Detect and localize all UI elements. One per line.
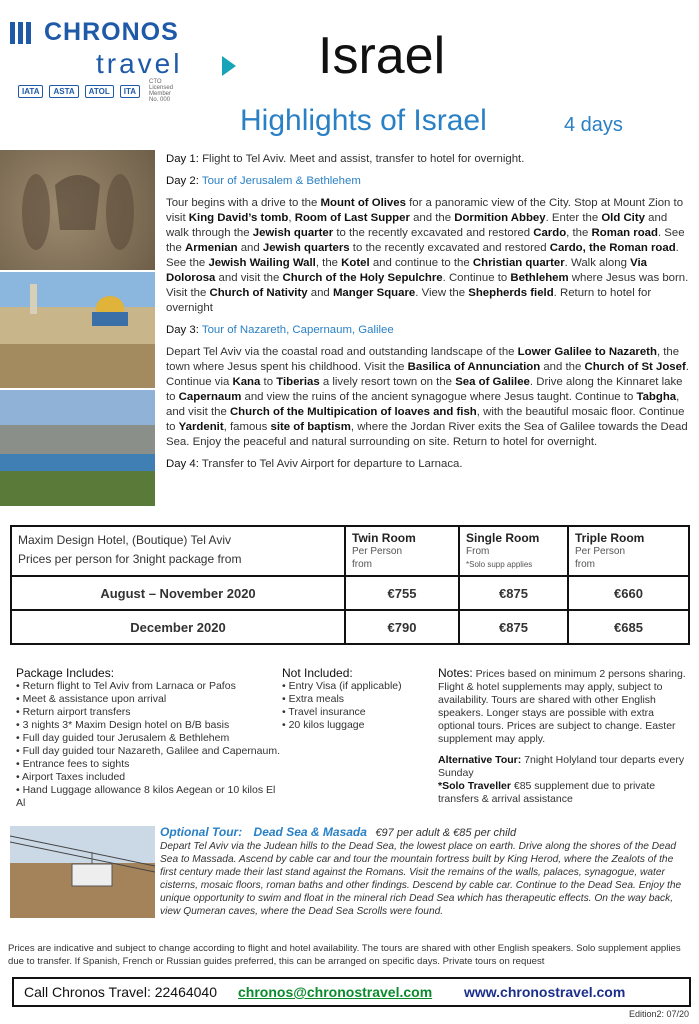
alt-text: 7night Holyland tour departs every Sunday <box>438 754 685 779</box>
optional-tour-name: Dead Sea & Masada <box>253 825 367 839</box>
price-row <box>11 610 689 644</box>
highlight-term: Church of St Josef <box>584 361 686 373</box>
notes-text: Prices based on minimum 2 persons sharing. Flight & hotel supplements may apply, subject to availability. Tours are shared with other English speakers. Longer stays are possible with extra optional tours. Prices are subject to change. Easter supplement may apply. <box>438 668 686 745</box>
notes <box>438 667 692 746</box>
optional-tour-label: Optional Tour: <box>160 825 243 839</box>
page-title: Israel <box>318 27 446 85</box>
price-twin: €755 <box>345 576 459 610</box>
text-run: and continue to the <box>369 257 473 269</box>
text-run: , and visit the <box>166 391 680 418</box>
price-triple: €660 <box>568 576 689 610</box>
list-item: • Extra meals <box>282 693 432 706</box>
highlight-term: Kana <box>232 376 261 388</box>
hotel-cell <box>11 526 345 576</box>
alt-label: Alternative Tour: <box>438 754 522 766</box>
text-run: , the <box>315 257 342 269</box>
highlight-term: Christian quarter <box>472 257 565 269</box>
highlight-term: Roman road <box>591 227 658 239</box>
text-run: . Continue via <box>166 361 689 388</box>
text-run: . Continue to <box>442 272 511 284</box>
highlight-term: Armenian <box>185 242 238 254</box>
solo-text: €85 supplement due to private transfers & arrival assistance <box>438 780 656 805</box>
asta-badge: ASTA <box>49 85 78 98</box>
day-2-heading <box>166 174 689 189</box>
day-2-body <box>166 196 689 316</box>
highlight-term: Yardenit <box>178 421 224 433</box>
notes-section <box>438 667 692 814</box>
ita-badge: ITA <box>120 85 140 98</box>
highlight-term: Cardo <box>533 227 567 239</box>
highlight-term: Shepherds field <box>468 287 554 299</box>
optional-tour-text: Depart Tel Aviv via the Judean hills to the Dead Sea, the lowest place on earth. Drive along the shores of the Dead Sea to Massada. Ascend by cable car and tour the mountain fortress built by King Herod, where the Zealots of the first century made their last stand against the Romans. Visit the remains of the walls, palaces, synagogue, water cisterns, mosaic floors, roman baths and other findings. Descend by cable car. Continue to the Dead Sea. Enjoy the unique opportunity to swim and float in the mineral rich Dead Sea which has therapeutic effects. On the way back, view Qumeran caves, where the Dead Sea Scrolls were found. <box>160 841 682 917</box>
jerusalem-image <box>0 272 155 388</box>
highlight-term: Cardo, the Roman road <box>549 242 676 254</box>
text-run: a lively resort town on the <box>319 376 456 388</box>
price-table <box>10 525 690 645</box>
text-run: Tour begins with a drive to the <box>166 197 321 209</box>
list-item: • 20 kilos luggage <box>282 719 432 732</box>
list-item: • Full day guided tour Nazareth, Galilee and Capernaum. <box>16 745 286 758</box>
day-3-heading <box>166 323 689 338</box>
includes-heading: Package Includes: <box>16 666 115 680</box>
text-run: for a panoramic view of the City. Stop at Mount Zion to visit <box>166 197 684 224</box>
itinerary <box>166 152 689 479</box>
highlight-term: Bethlehem <box>510 272 569 284</box>
text-run: to the recently excavated and restored <box>333 227 534 239</box>
text-run: , the town where Jesus spent his childhood. Visit the <box>166 346 680 373</box>
highlight-term: Capernaum <box>178 391 242 403</box>
room-sub2: from <box>352 559 372 570</box>
disclaimer: Prices are indicative and subject to change according to flight and hotel availability. The tours are shared with other English speakers. Solo supplement applies due to transfer. If Spanish, French or Russian guides preferred, this can be arranged on specific days. Private tours on request <box>8 943 681 967</box>
iata-badge: IATA <box>18 85 43 98</box>
logo-tagline: travel <box>96 48 183 79</box>
mosaic-fish-icon <box>0 150 155 270</box>
text-run: . See the <box>166 242 679 269</box>
period: August – November 2020 <box>11 576 345 610</box>
text-run: and <box>307 287 333 299</box>
not-included-list <box>282 680 432 732</box>
website-link[interactable]: www.chronostravel.com <box>464 984 626 1000</box>
day-3-body <box>166 345 689 450</box>
highlight-term: Dormition Abbey <box>454 212 546 224</box>
price-row <box>11 576 689 610</box>
day-text: Flight to Tel Aviv. Meet and assist, transfer to hotel for overnight. <box>202 153 525 165</box>
day-title: Tour of Nazareth, Capernaum, Galilee <box>201 324 394 336</box>
contact-phone: Call Chronos Travel: 22464040 <box>24 984 218 1000</box>
day-label: Day 3: <box>166 324 199 336</box>
highlight-term: King David’s tomb <box>188 212 289 224</box>
room-sub1: Per Person <box>575 546 626 557</box>
text-run: , where the Jordan River exits the Sea of Galilee towards the Dead Sea. Enjoy the peaceful and natural surrounding on site. Return to hotel for overnight. <box>166 421 688 448</box>
text-run: and the <box>409 212 455 224</box>
cable-car-image <box>10 826 155 918</box>
cable-car-icon <box>10 826 155 918</box>
room-name: Single Room <box>466 531 540 545</box>
includes-list <box>16 680 286 810</box>
text-run: , <box>288 212 295 224</box>
list-item: • Entry Visa (if applicable) <box>282 680 432 693</box>
list-item: • Airport Taxes included <box>16 771 286 784</box>
day-title: Tour of Jerusalem & Bethlehem <box>201 175 361 187</box>
text-run: , famous <box>223 421 271 433</box>
highlight-term: Mount of Olives <box>320 197 406 209</box>
highlight-term: Jewish Wailing Wall <box>208 257 316 269</box>
alternative-tour <box>438 754 692 806</box>
highlight-term: site of baptism <box>270 421 351 433</box>
price-triple: €685 <box>568 610 689 644</box>
highlight-term: Lower Galilee to Nazareth <box>517 346 657 358</box>
room-triple <box>568 526 689 576</box>
not-included <box>282 667 432 732</box>
highlight-term: Tiberias <box>276 376 320 388</box>
day-label: Day 1: <box>166 153 199 165</box>
highlight-term: Basilica of Annunciation <box>407 361 541 373</box>
day-text: Transfer to Tel Aviv Airport for departure to Larnaca. <box>201 458 463 470</box>
package-includes <box>16 667 286 810</box>
room-name: Triple Room <box>575 531 645 545</box>
atol-badge: ATOL <box>85 85 114 98</box>
highlight-term: Church of the Holy Sepulchre <box>282 272 443 284</box>
room-sub2: from <box>575 559 595 570</box>
highlight-term: Jewish quarters <box>262 242 350 254</box>
text-run: , the <box>566 227 592 239</box>
company-logo <box>10 18 240 103</box>
price-table-header <box>11 526 689 576</box>
hotel-name: Maxim Design Hotel, (Boutique) Tel Aviv <box>18 533 231 547</box>
optional-tour <box>160 826 690 918</box>
list-item: • Full day guided tour Jerusalem & Bethlehem <box>16 732 286 745</box>
room-twin <box>345 526 459 576</box>
list-item: • Hand Luggage allowance 8 kilos Aegean or 10 kilos El Al <box>16 784 286 810</box>
room-single <box>459 526 568 576</box>
list-item: • Return flight to Tel Aviv from Larnaca or Pafos <box>16 680 286 693</box>
notes-label: Notes: <box>438 666 473 680</box>
room-sub1: Per Person <box>352 546 403 557</box>
list-item: • Meet & assistance upon arrival <box>16 693 286 706</box>
highlight-term: Tabgha <box>636 391 677 403</box>
text-run: to the recently excavated and restored <box>349 242 550 254</box>
day-4 <box>166 457 689 472</box>
contact-bar <box>12 977 691 1007</box>
price-single: €875 <box>459 610 568 644</box>
galilee-image <box>0 390 155 506</box>
text-run: . Walk along <box>564 257 631 269</box>
list-item: • 3 nights 3* Maxim Design hotel on B/B basis <box>16 719 286 732</box>
day-1 <box>166 152 689 167</box>
text-run: . See the <box>166 227 685 254</box>
logo-brand: CHRONOS <box>44 18 179 46</box>
text-run: and the <box>540 361 585 373</box>
text-run: . Drive along the Kinnaret lake to <box>166 376 683 403</box>
text-run: and walk through the <box>166 212 668 239</box>
text-run: where Jesus was born. Visit the <box>166 272 689 299</box>
text-run: . View the <box>415 287 469 299</box>
edition-label: Edition2: 07/20 <box>628 1009 689 1019</box>
text-run: , with the beautiful mosaic floor. Continue to <box>166 406 685 433</box>
text-run: to <box>260 376 277 388</box>
text-run: and visit the <box>215 272 283 284</box>
tour-duration: 4 days <box>564 114 623 136</box>
text-run: and view the ruins of the ancient synagogue where Jesus taught. Continue to <box>241 391 637 403</box>
highlight-term: Manger Square <box>332 287 416 299</box>
highlight-term: Room of Last Supper <box>294 212 410 224</box>
highlight-term: Jewish quarter <box>252 227 334 239</box>
license-note: CTO Licensed Member No. 000 <box>149 79 174 103</box>
contact-email-link[interactable]: chronos@chronostravel.com <box>238 984 433 1000</box>
accreditation-badges <box>18 78 178 104</box>
list-item: • Travel insurance <box>282 706 432 719</box>
logo-bars-icon <box>10 22 34 49</box>
room-name: Twin Room <box>352 531 416 545</box>
highlight-term: Kotel <box>341 257 370 269</box>
price-single: €875 <box>459 576 568 610</box>
not-included-heading: Not Included: <box>282 666 353 680</box>
logo-arrow-icon <box>222 56 236 76</box>
mosaic-fish-image <box>0 150 155 270</box>
page-subtitle: Highlights of Israel <box>240 104 487 137</box>
day-label: Day 2: <box>166 175 199 187</box>
list-item: • Entrance fees to sights <box>16 758 286 771</box>
highlight-term: Sea of Galilee <box>455 376 530 388</box>
text-run: . Return to hotel for overnight <box>166 287 652 314</box>
text-run: and <box>237 242 263 254</box>
price-twin: €790 <box>345 610 459 644</box>
list-item: • Return airport transfers <box>16 706 286 719</box>
period: December 2020 <box>11 610 345 644</box>
room-sub1: From <box>466 546 490 557</box>
highlight-term: Church of Nativity <box>209 287 308 299</box>
optional-tour-price: €97 per adult & €85 per child <box>375 827 517 839</box>
solo-label: *Solo Traveller <box>438 780 511 792</box>
dome-of-rock-icon <box>0 272 155 388</box>
text-run: . Enter the <box>545 212 602 224</box>
highlight-term: Via Dolorosa <box>166 257 647 284</box>
day-label: Day 4: <box>166 458 199 470</box>
text-run: Depart Tel Aviv via the coastal road and outstanding landscape of the <box>166 346 518 358</box>
prices-note: Prices per person for 3night package from <box>18 552 242 566</box>
room-sub2: *Solo supp applies <box>466 560 533 569</box>
highlight-term: Old City <box>601 212 645 224</box>
highlight-term: Church of the Multipication of loaves and fish <box>229 406 477 418</box>
